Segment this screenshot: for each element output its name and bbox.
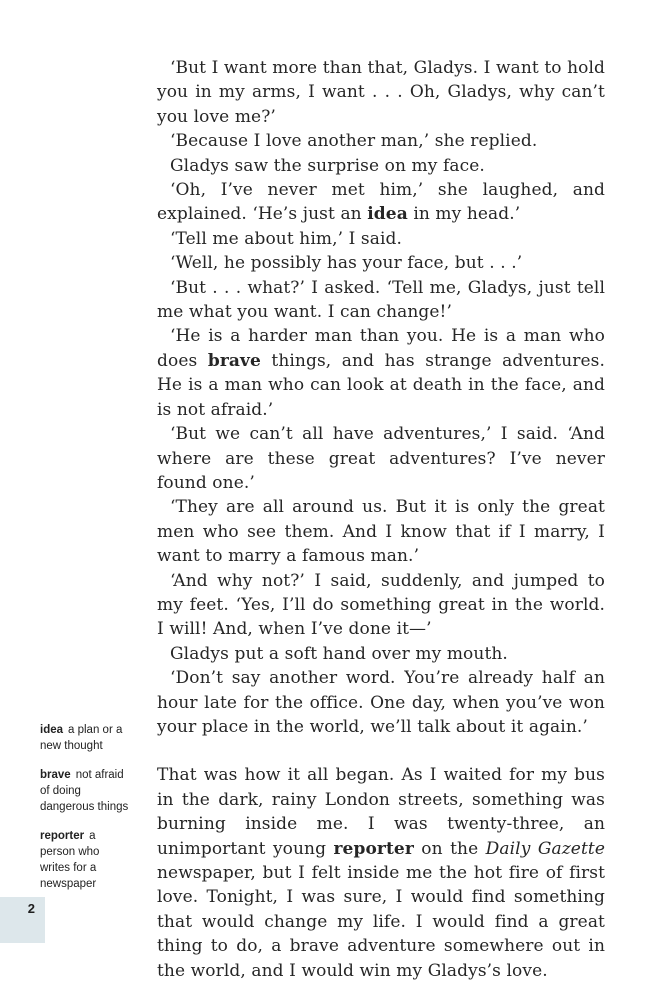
paragraph: ‘But we can’t all have adventures,’ I said. ‘And where are these great adventures? I’ve never found one.’ <box>157 424 605 493</box>
glossary-definition: a plan or a new thought <box>40 724 123 752</box>
body-text <box>157 56 605 983</box>
paragraph: ‘Well, he possibly has your face, but . . .’ <box>170 253 523 274</box>
paragraph: ‘He is a harder man than you. He is a man who does brave things, and has strange adventures. He is a man who can look at death in the face, and is not afraid.’ <box>157 326 605 420</box>
paragraph: ‘Don’t say another word. You’re already half an hour late for the office. One day, when you’ve won your place in the world, we’ll talk about it again.’ <box>157 668 605 737</box>
page-number-box <box>0 897 45 943</box>
page-number: 2 <box>27 901 35 916</box>
paragraph: ‘Oh, I’ve never met him,’ she laughed, and explained. ‘He’s just an idea in my head.’ <box>157 180 605 225</box>
glossary-term: idea <box>40 724 64 736</box>
bold-vocabulary-word: brave <box>207 350 261 371</box>
text-section <box>157 763 605 983</box>
glossary-term: brave <box>40 769 71 781</box>
glossary <box>40 722 130 905</box>
paragraph: Gladys put a soft hand over my mouth. <box>170 643 508 664</box>
paragraph: ‘But . . . what?’ I asked. ‘Tell me, Gladys, just tell me what you want. I can change!’ <box>157 277 605 323</box>
glossary-term: reporter <box>40 830 85 842</box>
glossary-entry <box>40 722 130 754</box>
paragraph: Gladys saw the surprise on my face. <box>170 155 485 176</box>
paragraph: ‘And why not?’ I said, suddenly, and jumped to my feet. ‘Yes, I’ll do something great in the world. I will! And, when I’ve done it—’ <box>157 570 605 640</box>
glossary-definition: not afraid of doing dangerous things <box>40 769 129 813</box>
paragraph: That was how it all began. As I waited for my bus in the dark, rainy London streets, something was burning inside me. I was twenty-three, an unimportant young reporter on the Daily Gazette newspaper, but I felt inside me the hot fire of first love. Tonight, I was sure, I would find something that would change my life. I would find a great thing to do, a brave adventure somewhere out in the world, and I would win my Gladys’s love. <box>157 765 605 981</box>
italic-title: Daily Gazette <box>485 838 605 859</box>
paragraph: ‘Tell me about him,’ I said. <box>170 228 403 249</box>
bold-vocabulary-word: idea <box>367 204 408 225</box>
glossary-entry <box>40 767 130 815</box>
paragraph: ‘They are all around us. But it is only the great men who see them. And I know that if I marry, I want to marry a famous man.’ <box>157 497 605 567</box>
bold-vocabulary-word: reporter <box>333 838 414 859</box>
text-section <box>157 56 605 739</box>
glossary-entry <box>40 828 130 892</box>
paragraph: ‘But I want more than that, Gladys. I want to hold you in my arms, I want . . . Oh, Gladys, why can’t you love me?’ <box>157 58 605 127</box>
paragraph: ‘Because I love another man,’ she replied. <box>170 131 538 152</box>
glossary-definition: a person who writes for a newspaper <box>40 830 100 890</box>
